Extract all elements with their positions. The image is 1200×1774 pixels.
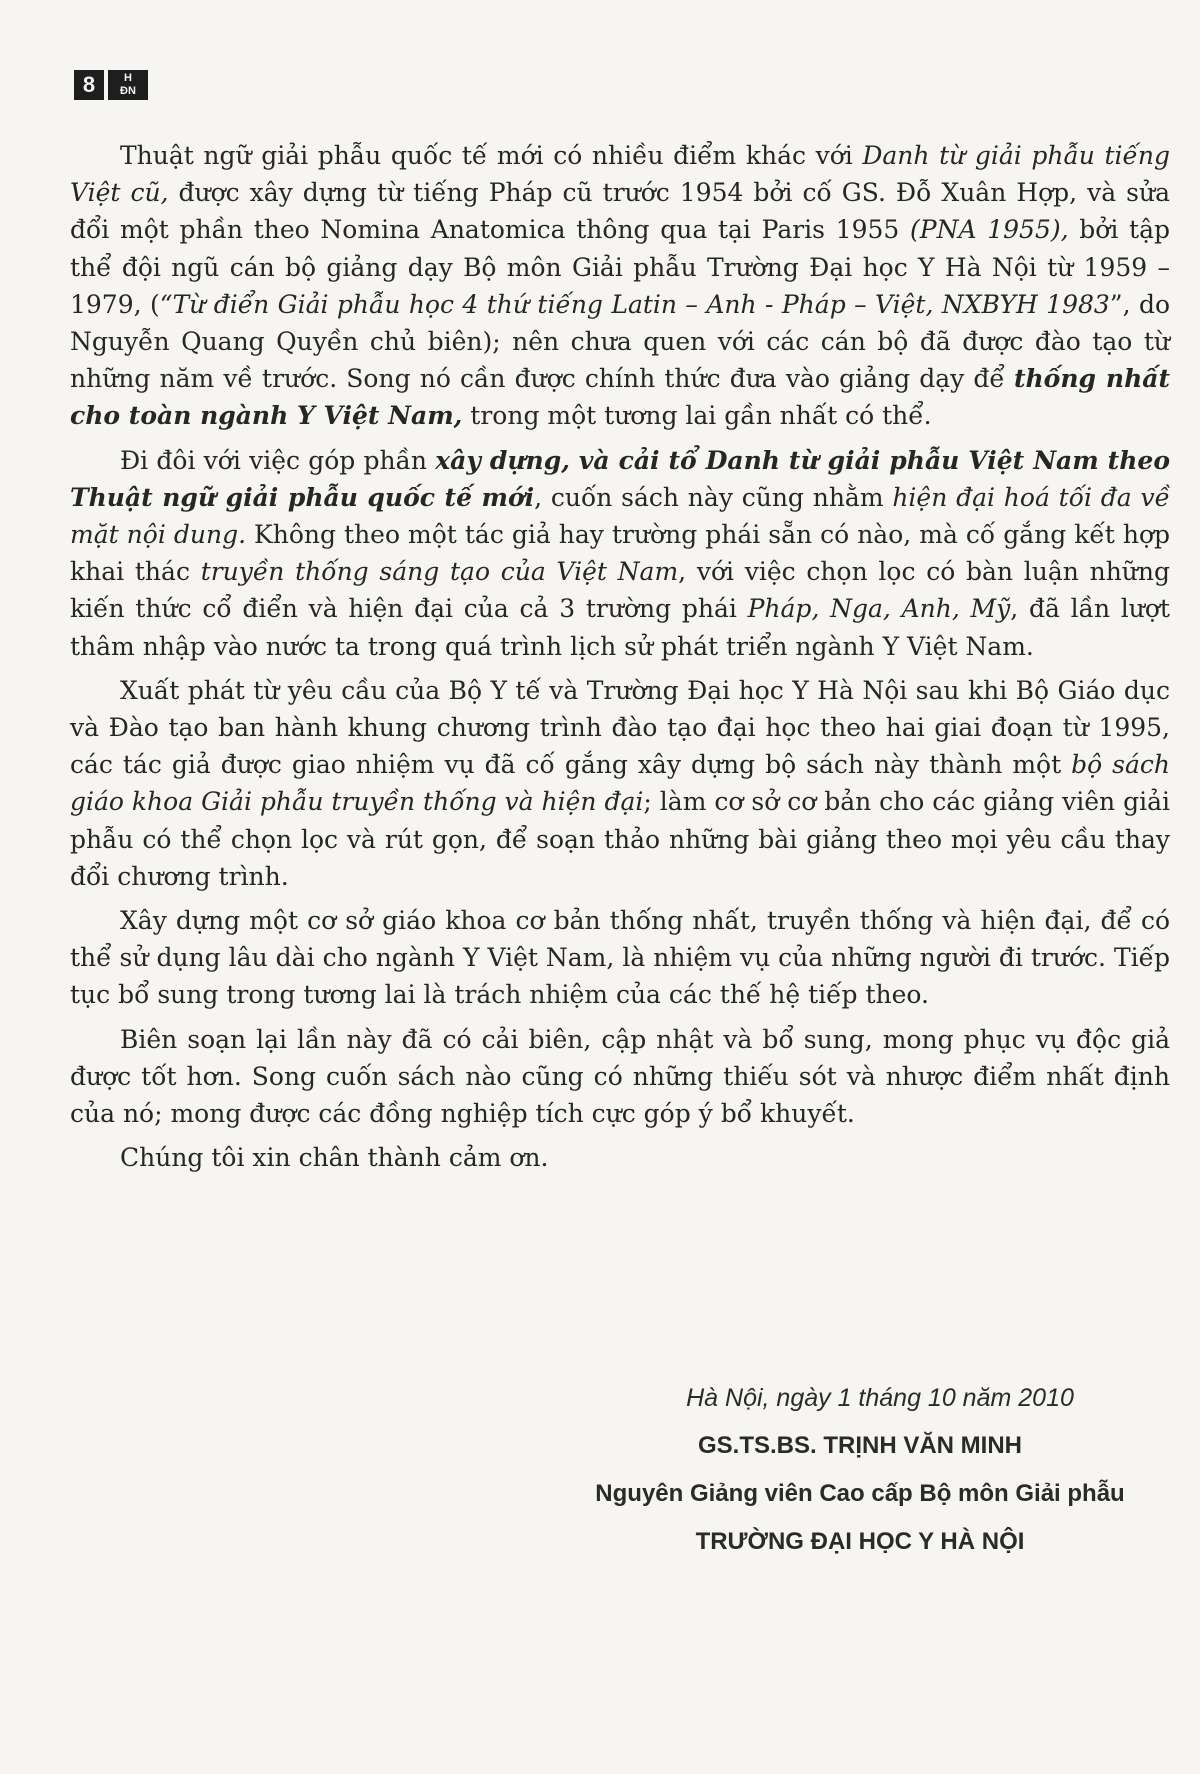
text-run: (PNA 1955), <box>910 215 1069 245</box>
text-run: Chúng tôi xin chân thành cảm ơn. <box>120 1143 549 1173</box>
paragraph <box>70 442 1170 665</box>
text-run: , cuốn sách này cũng nhằm <box>534 482 893 512</box>
text-run: trong một tương lai gần nhất có thể. <box>462 401 932 431</box>
author-school: TRƯỜNG ĐẠI HỌC Y HÀ NỘI <box>695 1528 1025 1555</box>
text-run: Biên soạn lại lần này đã có cải biên, cập nhật và bổ sung, mong phục vụ độc giả được tốt hơn. Song cuốn sách nào cũng có những thiếu sót và nhược điểm nhất định của nó; mong được các đồng nghiệp tích cực góp ý bổ khuyết. <box>70 1024 1170 1129</box>
text-run: xây dựng, và cải tổ Danh từ giải phẫu Việt Nam theo Thuật ngữ giải phẫu quốc tế mới <box>70 445 1170 512</box>
text-run: Thuật ngữ giải phẫu quốc tế mới có nhiều điểm khác với <box>120 141 863 170</box>
paragraph <box>70 902 1170 1014</box>
text-run: “Từ điển Giải phẫu học 4 thứ tiếng Latin – Anh - Pháp – Việt, NXBYH 1983 <box>159 289 1110 319</box>
author-name: GS.TS.BS. TRỊNH VĂN MINH <box>697 1432 1022 1459</box>
publisher-logo <box>108 70 148 100</box>
paragraph <box>70 1021 1170 1133</box>
signature-block <box>560 1380 1160 1560</box>
text-run: ; làm cơ sở cơ bản cho các giảng viên giải phẫu có thể chọn lọc và rút gọn, để soạn thảo những bài giảng theo mọi yêu cầu thay đổi chương trình. <box>70 787 1170 891</box>
text-run: thống nhất cho toàn ngành Y Việt Nam, <box>70 364 1170 431</box>
author-title: Nguyên Giảng viên Cao cấp Bộ môn Giải phẫu <box>595 1480 1125 1507</box>
paragraph <box>70 672 1170 895</box>
text-run: Không theo một tác giả hay trường phái sẵn có nào, mà cố gắng kết hợp khai thác <box>70 520 1171 587</box>
text-run: , đã lần lượt thâm nhập vào nước ta trong quá trình lịch sử phát triển ngành Y Việt Nam. <box>70 594 1170 661</box>
text-run: Xuất phát từ yêu cầu của Bộ Y tế và Trường Đại học Y Hà Nội sau khi Bộ Giáo dục và Đào tạo ban hành khung chương trình đào tạo đại học theo hai giai đoạn từ 1995, các tác giả được giao nhiệm vụ đã cố gắng xây dựng bộ sách này thành một <box>70 675 1170 780</box>
page-number: 8 <box>74 70 104 100</box>
text-run: Xây dựng một cơ sở giáo khoa cơ bản thống nhất, truyền thống và hiện đại, để có thể sử dụng lâu dài cho ngành Y Việt Nam, là nhiệm vụ của những người đi trước. Tiếp tục bổ sung trong tương lai là trách nhiệm của các thế hệ tiếp theo. <box>70 906 1170 1010</box>
signature-date: Hà Nội, ngày 1 tháng 10 năm 2010 <box>686 1384 1074 1412</box>
text-run: hiện đại hoá tối đa về mặt nội dung. <box>70 482 1170 550</box>
preface-body <box>70 137 1170 1183</box>
text-run: Danh từ giải phẫu tiếng Việt cũ, <box>70 141 1170 208</box>
text-run: bộ sách giáo khoa Giải phẫu truyền thống và hiện đại <box>70 750 1170 817</box>
text-run: được xây dựng từ tiếng Pháp cũ trước 1954 bởi cố GS. Đỗ Xuân Hợp, và sửa đổi một phần theo Nomina Anatomica thông qua tại Paris 1955 <box>70 178 1170 245</box>
paragraph <box>70 1139 1170 1176</box>
publisher-logo-text: H ĐN <box>120 72 136 97</box>
text-run: truyền thống sáng tạo của Việt Nam <box>200 557 679 587</box>
paragraph <box>70 137 1170 435</box>
text-run: , với việc chọn lọc có bàn luận những kiến thức cổ điển và hiện đại của cả 3 trường phái <box>70 557 1170 624</box>
text-run: Pháp, Nga, Anh, Mỹ <box>747 594 1011 624</box>
text-run: bởi tập thể đội ngũ cán bộ giảng dạy Bộ môn Giải phẫu Trường Đại học Y Hà Nội từ 1959 – 1979, ( <box>70 215 1170 319</box>
text-run: ”, do Nguyễn Quang Quyền chủ biên); nên chưa quen với các cán bộ đã được đào tạo từ những năm về trước. Song nó cần được chính thức đưa vào giảng dạy để <box>70 289 1170 394</box>
text-run: Đi đôi với việc góp phần <box>120 445 436 475</box>
